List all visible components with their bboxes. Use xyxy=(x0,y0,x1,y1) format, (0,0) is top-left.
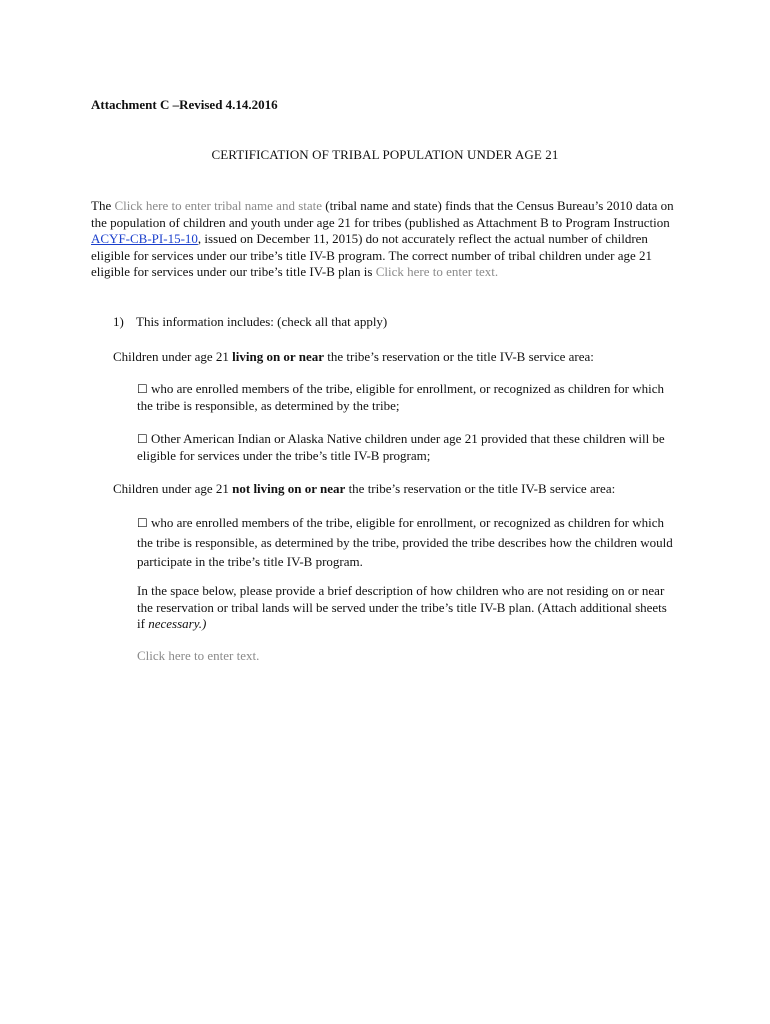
description-text-field[interactable]: Click here to enter text. xyxy=(137,648,260,663)
option-label: who are enrolled members of the tribe, eligible for enrollment, or recognized as children for which the tribe is responsible, as determined by the tribe, provided the tribe describes how the children would participate in the tribe’s title IV-B program. xyxy=(137,515,673,569)
intro-the: The xyxy=(91,198,115,213)
children-number-field[interactable]: Click here to enter text. xyxy=(375,264,499,280)
living-on-emphasis: living on or near xyxy=(232,349,324,364)
living-on-subheading: Children under age 21 living on or near the tribe’s reservation or the title IV-B service area: xyxy=(113,349,594,364)
intro-text-2: , issued on December 11, 2015) do not accurately reflect the actual number of children eligible for services under our tribe’s title IV-B program. The correct number of tribal children under age 21 eligible for services under our tribe’s title IV-B plan is xyxy=(91,231,652,280)
not-living-subheading: Children under age 21 not living on or near the tribe’s reservation or the title IV-B service area: xyxy=(113,481,616,496)
checkbox-enrolled-not-living[interactable]: ☐ xyxy=(137,516,148,530)
description-italic: necessary.) xyxy=(148,616,207,632)
item-text: This information includes: (check all that apply) xyxy=(136,314,388,329)
option-label: Other American Indian or Alaska Native children under age 21 provided that these children will be eligible for services under the tribe’s title IV-B program; xyxy=(137,431,665,463)
numbered-item-1 xyxy=(113,314,387,330)
option-label: who are enrolled members of the tribe, eligible for enrollment, or recognized as children for which the tribe is responsible, as determined by the tribe; xyxy=(137,381,664,413)
item-number: 1) xyxy=(113,314,124,329)
not-living-emphasis: not living on or near xyxy=(232,481,346,496)
checkbox-enrolled-living[interactable]: ☐ xyxy=(137,382,148,396)
intro-paragraph xyxy=(91,198,681,281)
tribal-name-field[interactable]: Click here to enter tribal name and state xyxy=(114,198,323,213)
living-on-option-other xyxy=(137,431,677,465)
not-living-option-enrolled xyxy=(137,513,677,571)
document-title: CERTIFICATION OF TRIBAL POPULATION UNDER AGE 21 xyxy=(211,147,559,162)
intro-text-1: (tribal name and state) finds that the Census Bureau’s 2010 data on the population of children and youth under age 21 for tribes (published as Attachment B to Program Instruction xyxy=(91,198,674,230)
program-instruction-link[interactable]: ACYF-CB-PI-15-10 xyxy=(91,231,198,247)
description-instructions: In the space below, please provide a brief description of how children who are not residing on or near the reservation or tribal lands will be served under the tribe’s title IV-B plan. (Attach additional sheets if necessary.) xyxy=(137,583,667,632)
living-on-option-enrolled xyxy=(137,381,677,415)
attachment-header: Attachment C –Revised 4.14.2016 xyxy=(91,97,278,112)
checkbox-other-native[interactable]: ☐ xyxy=(137,432,148,446)
